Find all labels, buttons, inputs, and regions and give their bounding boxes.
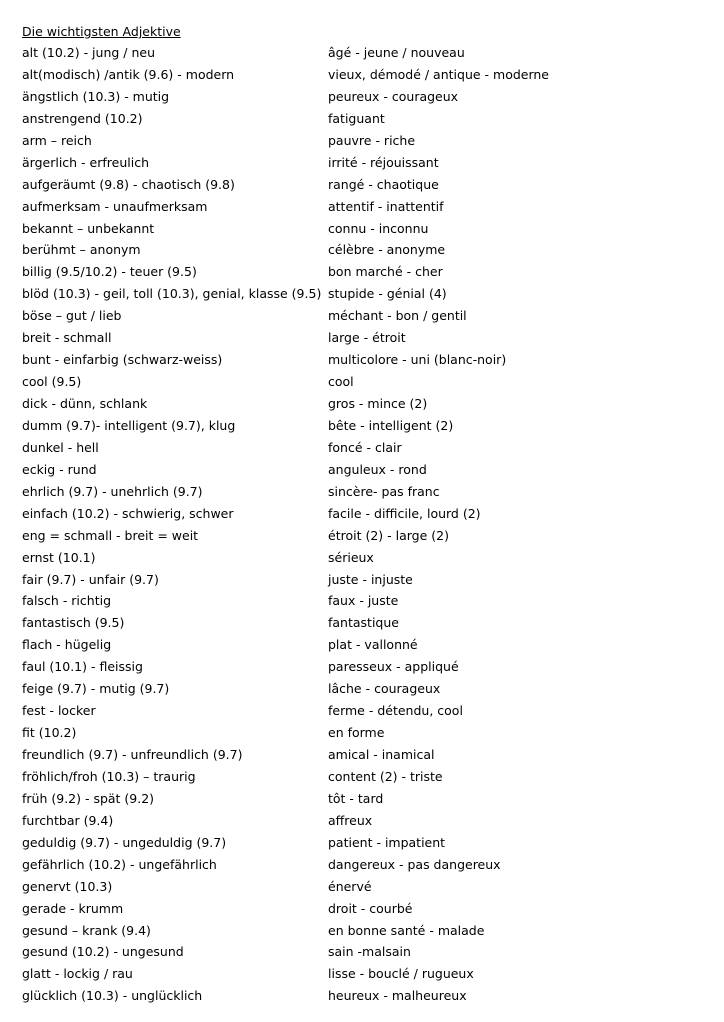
german-term: ehrlich (9.7) - unehrlich (9.7) [22, 483, 203, 499]
french-term: lisse - bouclé / rugueux [328, 966, 474, 982]
vocab-row [0, 570, 724, 592]
german-term: aufmerksam - unaufmerksam [22, 198, 208, 214]
vocab-row [0, 811, 724, 833]
vocab-row [0, 613, 724, 635]
french-term: sain -malsain [328, 944, 411, 960]
french-term: méchant - bon / gentil [328, 308, 467, 324]
french-term: tôt - tard [328, 790, 384, 806]
german-term: cool (9.5) [22, 374, 82, 390]
german-term: alt (10.2) - jung / neu [22, 45, 155, 60]
vocab-row [0, 767, 724, 789]
german-term: früh (9.2) - spät (9.2) [22, 790, 155, 806]
vocab-row [0, 284, 724, 306]
french-term: âgé - jeune / nouveau [328, 45, 465, 60]
french-term: pauvre - riche [328, 132, 416, 148]
vocab-row [0, 416, 724, 438]
french-term: étroit (2) - large (2) [328, 527, 449, 543]
page-title: Die wichtigsten Adjektive [22, 24, 181, 39]
french-term: anguleux - rond [328, 461, 427, 477]
vocab-row [0, 438, 724, 460]
french-term: facile - difficile, lourd (2) [328, 505, 481, 521]
french-term: droit - courbé [328, 900, 413, 916]
vocab-row [0, 394, 724, 416]
french-term: paresseux - appliqué [328, 659, 459, 675]
vocab-row [0, 262, 724, 284]
german-term: fröhlich/froh (10.3) – traurig [22, 768, 196, 784]
vocab-row [0, 153, 724, 175]
german-term: berühmt – anonym [22, 242, 141, 258]
german-term: dunkel - hell [22, 439, 99, 455]
vocab-row [0, 679, 724, 701]
vocab-row [0, 635, 724, 657]
french-term: foncé - clair [328, 439, 402, 455]
vocab-row [0, 372, 724, 394]
german-term: gesund – krank (9.4) [22, 922, 151, 938]
vocab-row [0, 175, 724, 197]
german-term: genervt (10.3) [22, 878, 113, 894]
german-term: fest - locker [22, 703, 96, 719]
german-term: eng = schmall - breit = weit [22, 527, 199, 543]
vocab-row [0, 43, 724, 65]
french-term: affreux [328, 812, 373, 828]
german-term: ärgerlich - erfreulich [22, 154, 149, 170]
vocab-row [0, 328, 724, 350]
german-term: anstrengend (10.2) [22, 110, 143, 126]
french-term: peureux - courageux [328, 88, 459, 104]
vocab-row [0, 526, 724, 548]
vocab-row [0, 986, 724, 1008]
vocab-row [0, 109, 724, 131]
french-term: fantastique [328, 615, 399, 631]
french-term: ferme - détendu, cool [328, 703, 463, 719]
french-term: plat - vallonné [328, 637, 418, 653]
vocab-row [0, 131, 724, 153]
german-term: dumm (9.7)- intelligent (9.7), klug [22, 417, 236, 433]
vocab-row [0, 548, 724, 570]
german-term: blöd (10.3) - geil, toll (10.3), genial, klasse (9.5) [22, 286, 322, 302]
german-term: gefährlich (10.2) - ungefährlich [22, 856, 217, 872]
vocab-row [0, 240, 724, 262]
french-term: en bonne santé - malade [328, 922, 485, 938]
german-term: bunt - einfarbig (schwarz-weiss) [22, 352, 223, 368]
vocab-row [0, 877, 724, 899]
french-term: célèbre - anonyme [328, 242, 446, 258]
vocab-row [0, 306, 724, 328]
german-term: arm – reich [22, 132, 92, 148]
vocab-row [0, 833, 724, 855]
french-term: attentif - inattentif [328, 198, 444, 214]
vocab-row [0, 855, 724, 877]
german-term: faul (10.1) - fleissig [22, 659, 143, 675]
german-term: flach - hügelig [22, 637, 112, 653]
german-term: billig (9.5/10.2) - teuer (9.5) [22, 264, 197, 280]
french-term: gros - mince (2) [328, 396, 428, 411]
vocab-row [0, 921, 724, 943]
french-term: dangereux - pas dangereux [328, 856, 501, 872]
vocab-row [0, 701, 724, 723]
french-term: bon marché - cher [328, 264, 443, 280]
french-term: amical - inamical [328, 747, 435, 762]
french-term: heureux - malheureux [328, 988, 467, 1004]
french-term: stupide - génial (4) [328, 286, 447, 302]
vocab-row [0, 482, 724, 504]
vocab-row [0, 723, 724, 745]
german-term: fit (10.2) [22, 725, 77, 741]
french-term: large - étroit [328, 330, 406, 346]
vocab-row [0, 504, 724, 526]
german-term: glücklich (10.3) - unglücklich [22, 988, 203, 1004]
german-term: einfach (10.2) - schwierig, schwer [22, 505, 234, 521]
french-term: vieux, démodé / antique - moderne [328, 66, 550, 82]
vocab-row [0, 591, 724, 613]
vocab-row [0, 197, 724, 219]
french-term: rangé - chaotique [328, 176, 439, 192]
french-term: fatiguant [328, 110, 385, 126]
french-term: énervé [328, 878, 372, 894]
german-term: glatt - lockig / rau [22, 966, 133, 982]
german-term: geduldig (9.7) - ungeduldig (9.7) [22, 834, 227, 850]
german-term: alt(modisch) /antik (9.6) - modern [22, 66, 235, 82]
vocab-row [0, 899, 724, 921]
vocab-row [0, 789, 724, 811]
vocab-row [0, 657, 724, 679]
french-term: juste - injuste [328, 571, 413, 587]
german-term: falsch - richtig [22, 593, 112, 609]
vocabulary-list [0, 43, 724, 1008]
vocab-row [0, 65, 724, 87]
german-term: eckig - rund [22, 461, 97, 477]
french-term: faux - juste [328, 593, 399, 609]
german-term: feige (9.7) - mutig (9.7) [22, 681, 170, 697]
german-term: freundlich (9.7) - unfreundlich (9.7) [22, 747, 243, 762]
french-term: en forme [328, 725, 385, 741]
french-term: bête - intelligent (2) [328, 417, 454, 433]
german-term: ernst (10.1) [22, 549, 96, 565]
french-term: sérieux [328, 549, 374, 565]
vocab-row [0, 460, 724, 482]
french-term: multicolore - uni (blanc-noir) [328, 352, 507, 368]
vocab-row [0, 745, 724, 767]
german-term: furchtbar (9.4) [22, 812, 114, 828]
vocab-row [0, 350, 724, 372]
french-term: sincère- pas franc [328, 483, 440, 499]
german-term: gesund (10.2) - ungesund [22, 944, 184, 960]
german-term: gerade - krumm [22, 900, 124, 916]
french-term: connu - inconnu [328, 220, 429, 236]
vocab-row [0, 942, 724, 964]
german-term: böse – gut / lieb [22, 308, 122, 324]
german-term: bekannt – unbekannt [22, 220, 155, 236]
french-term: content (2) - triste [328, 768, 443, 784]
vocab-row [0, 219, 724, 241]
german-term: fantastisch (9.5) [22, 615, 125, 631]
german-term: fair (9.7) - unfair (9.7) [22, 571, 159, 587]
german-term: breit - schmall [22, 330, 112, 346]
french-term: cool [328, 374, 354, 390]
german-term: ängstlich (10.3) - mutig [22, 88, 170, 104]
vocab-row [0, 87, 724, 109]
german-term: dick - dünn, schlank [22, 396, 148, 411]
french-term: patient - impatient [328, 834, 446, 850]
vocab-row [0, 964, 724, 986]
german-term: aufgeräumt (9.8) - chaotisch (9.8) [22, 176, 235, 192]
french-term: lâche - courageux [328, 681, 441, 697]
french-term: irrité - réjouissant [328, 154, 439, 170]
